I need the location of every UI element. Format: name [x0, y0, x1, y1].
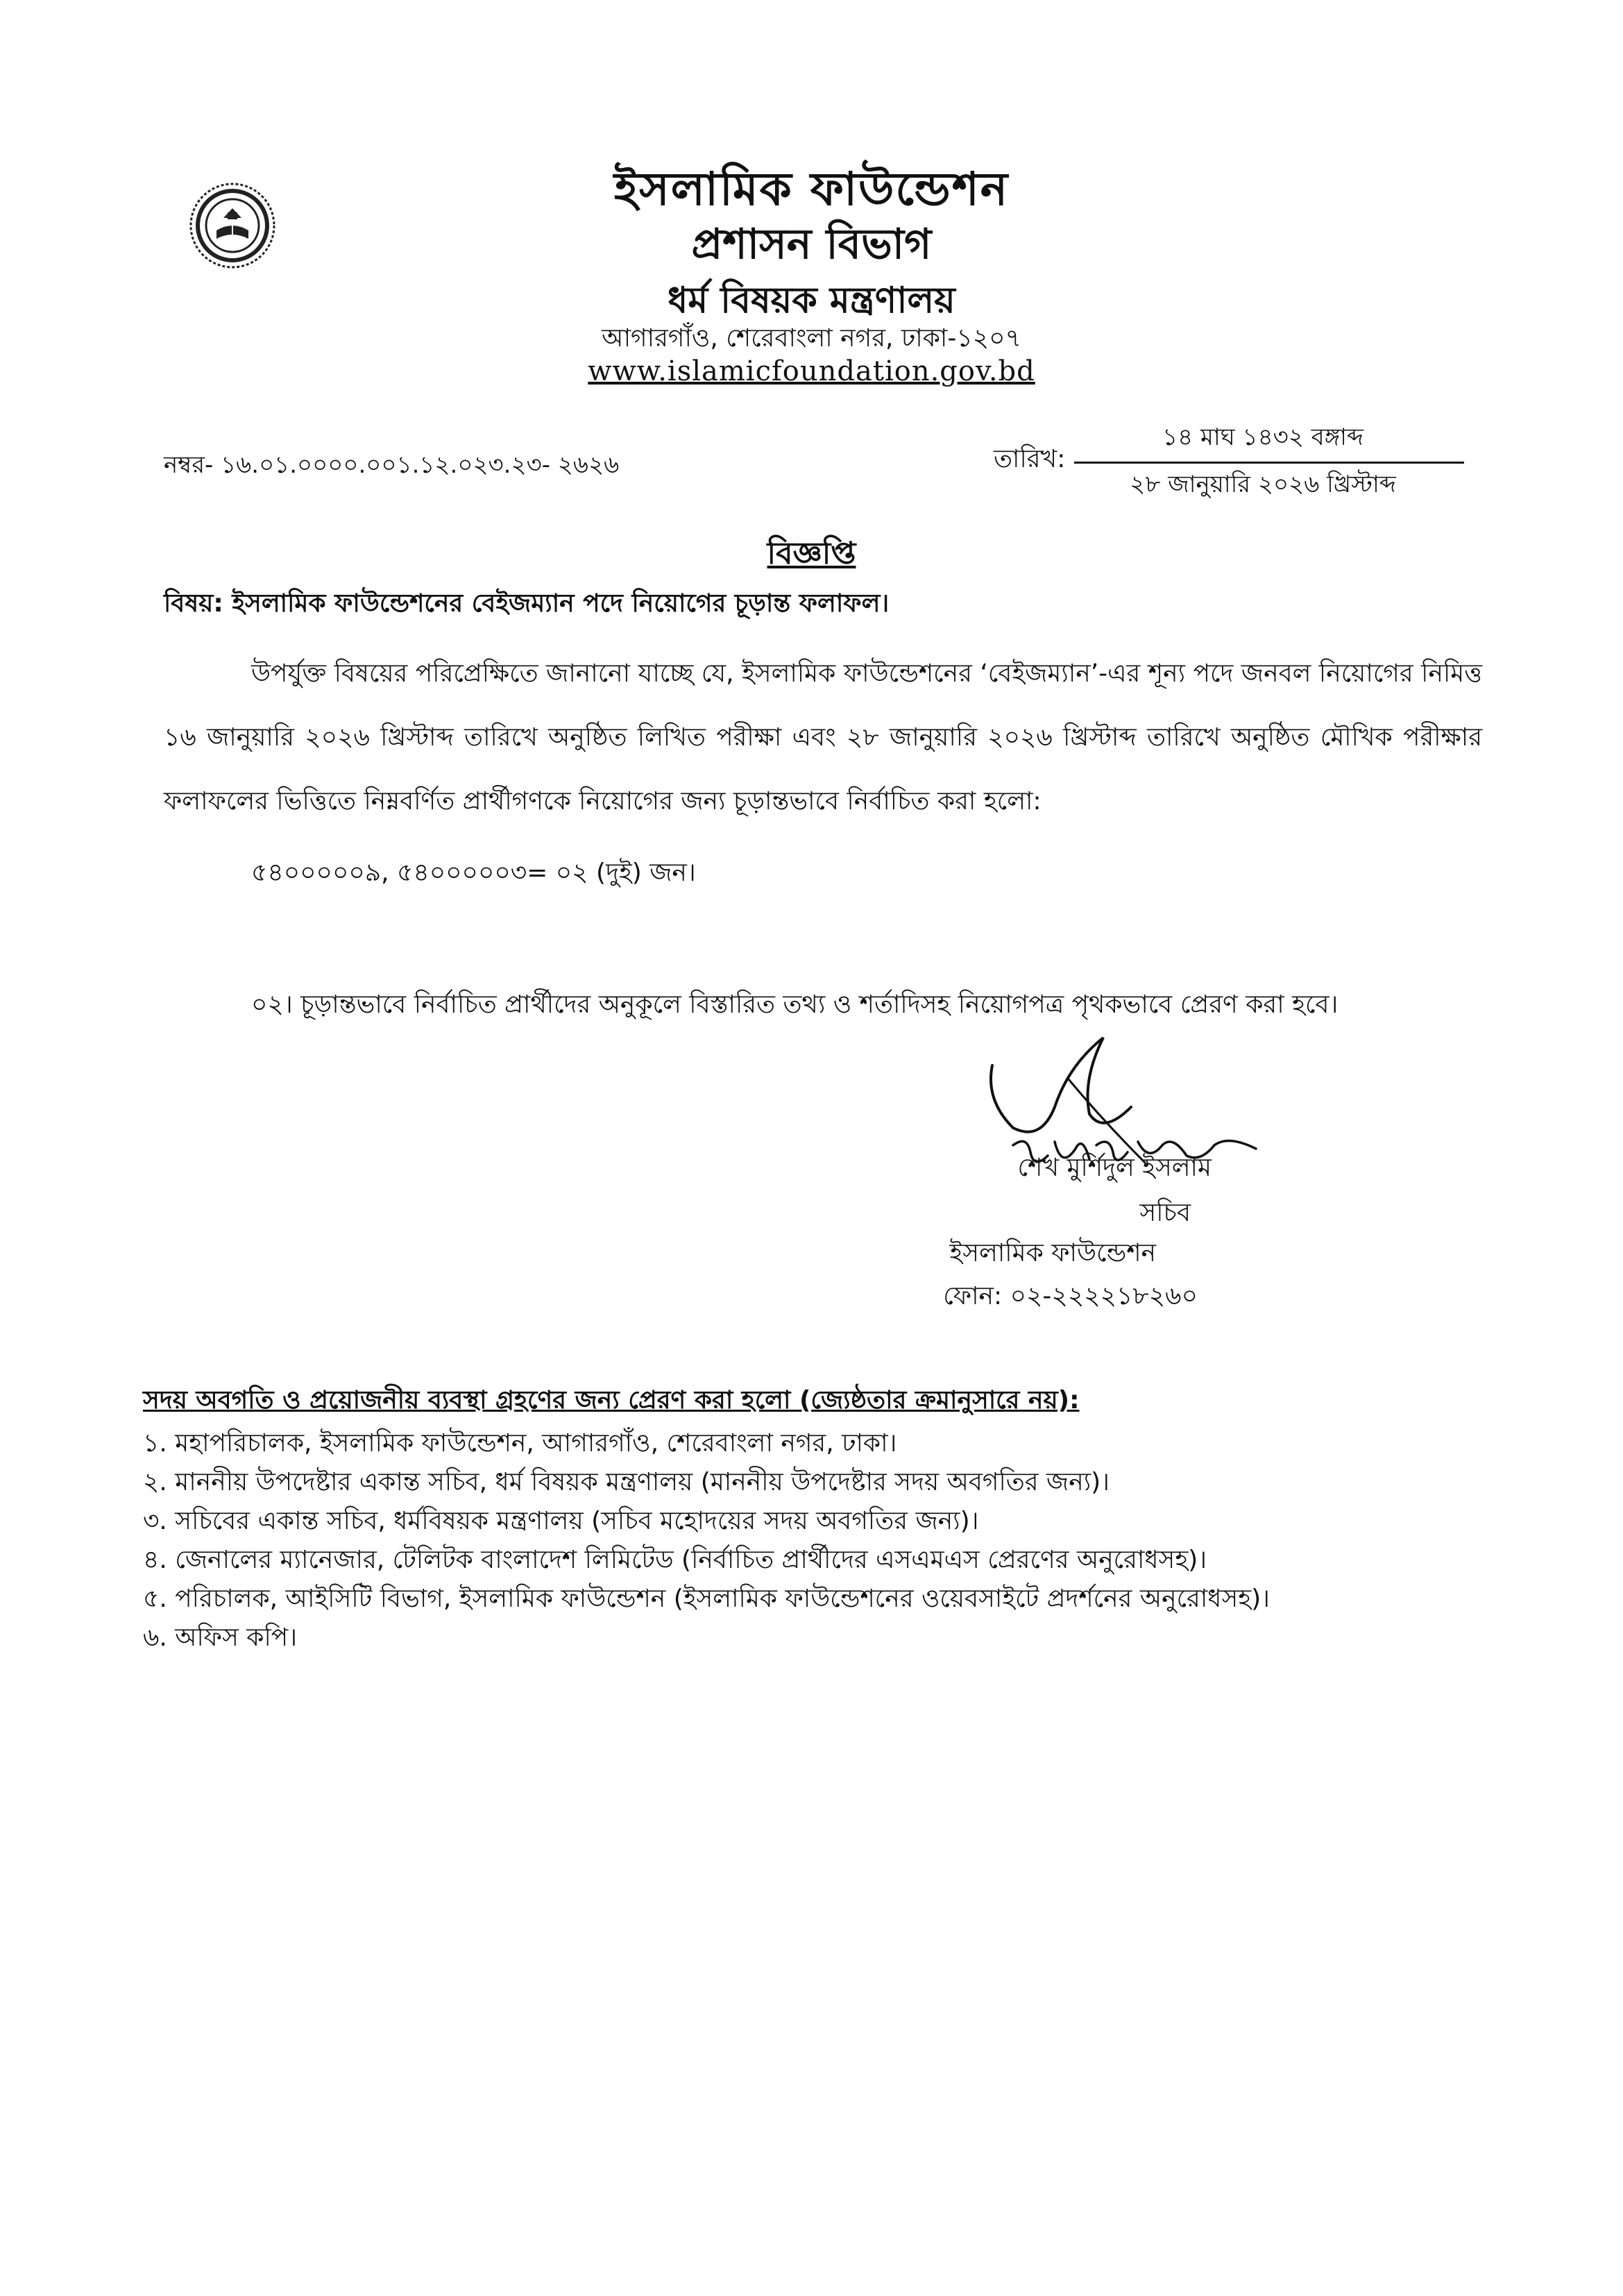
- subject-line: বিষয়: ইসলামিক ফাউন্ডেশনের বেইজম্যান পদে নিয়োগের চূড়ান্ত ফলাফল।: [164, 589, 890, 618]
- distribution-item: ৫. পরিচালক, আইসিটি বিভাগ, ইসলামিক ফাউন্ডেশন (ইসলামিক ফাউন্ডেশনের ওয়েবসাইটে প্রদর্শনের অনুরোধসহ)।: [143, 1585, 1271, 1613]
- body-paragraph-2: ০২। চূড়ান্তভাবে নির্বাচিত প্রার্থীদের অনুকূলে বিস্তারিত তথ্য ও শর্তাদিসহ নিয়োগপত্র পৃথকভাবে প্রেরণ করা হবে।: [251, 990, 1339, 1019]
- org-name: ইসলামিক ফাউন্ডেশন: [613, 162, 1010, 216]
- distribution-item: ২. মাননীয় উপদেষ্টার একান্ত সচিব, ধর্ম বিষয়ক মন্ত্রণালয় (মাননীয় উপদেষ্টার সদয় অবগতির জন্য)।: [143, 1468, 1110, 1496]
- distribution-heading: সদয় অবগতি ও প্রয়োজনীয় ব্যবস্থা গ্রহণের জন্য প্রেরণ করা হলো (জ্যেষ্ঠতার ক্রমানুসারে নয়):: [143, 1386, 1080, 1415]
- date-label: তারিখ:: [994, 445, 1066, 473]
- signatory-organization: ইসলামিক ফাউন্ডেশন: [949, 1239, 1156, 1267]
- memo-number: নম্বর- ১৬.০১.০০০০.০০১.১২.০২৩.২৩- ২৬২৬: [164, 451, 620, 479]
- distribution-item: ১. মহাপরিচালক, ইসলামিক ফাউন্ডেশন, আগারগাঁও, শেরেবাংলা নগর, ঢাকা।: [143, 1429, 897, 1458]
- website-link[interactable]: www.islamicfoundation.gov.bd: [588, 355, 1035, 387]
- address: আগারগাঁও, শেরেবাংলা নগর, ঢাকা-১২০৭: [602, 324, 1021, 353]
- signatory-designation: সচিব: [1139, 1199, 1191, 1227]
- distribution-item: ৪. জেনালের ম্যানেজার, টেলিটক বাংলাদেশ লিমিটেড (নির্বাচিত প্রার্থীদের এসএমএস প্রেরণের অনুরোধসহ)।: [143, 1546, 1207, 1574]
- selected-roll-list: ৫৪০০০০০৯, ৫৪০০০০০৩= ০২ (দুই) জন।: [251, 859, 696, 887]
- distribution-item: ৬. অফিস কপি।: [143, 1623, 298, 1652]
- date-divider: [1074, 462, 1464, 464]
- body-paragraph-1: উপর্যুক্ত বিষয়ের পরিপ্রেক্ষিতে জানানো যাচ্ছে যে, ইসলামিক ফাউন্ডেশনের ‘বেইজম্যান’-এর শূন্য পদে জনবল নিয়োগের নিমিত্ত ১৬ জানুয়ারি ২০২৬ খ্রিস্টাব্দ তারিখে অনুষ্ঠিত লিখিত পরীক্ষা এবং ২৮ জানুয়ারি ২০২৬ খ্রিস্টাব্দ তারিখে অনুষ্ঠিত মৌখিক পরীক্ষার ফলাফলের ভিত্তিতে নিম্নবর্ণিত প্রার্থীগণকে নিয়োগের জন্য চূড়ান্তভাবে নির্বাচিত করা হলো:: [164, 659, 1482, 816]
- date-bangla: ১৪ মাঘ ১৪৩২ বঙ্গাব্দ: [1162, 423, 1363, 451]
- signatory-name: শেখ মুর্শিদুল ইসলাম: [1017, 1154, 1212, 1182]
- notice-title: বিজ্ঞপ্তি: [767, 536, 856, 571]
- department-name: প্রশাসন বিভাগ: [691, 220, 932, 269]
- signatory-phone: ফোন: ০২-২২২২১৮২৬০: [943, 1282, 1198, 1310]
- ministry-name: ধর্ম বিষয়ক মন্ত্রণালয়: [668, 280, 955, 321]
- distribution-item: ৩. সচিবের একান্ত সচিব, ধর্মবিষয়ক মন্ত্রণালয় (সচিব মহোদয়ের সদয় অবগতির জন্য)।: [143, 1507, 979, 1535]
- date-english: ২৮ জানুয়ারি ২০২৬ খ্রিস্টাব্দ: [1130, 471, 1396, 498]
- distribution-list: [143, 1424, 1270, 1657]
